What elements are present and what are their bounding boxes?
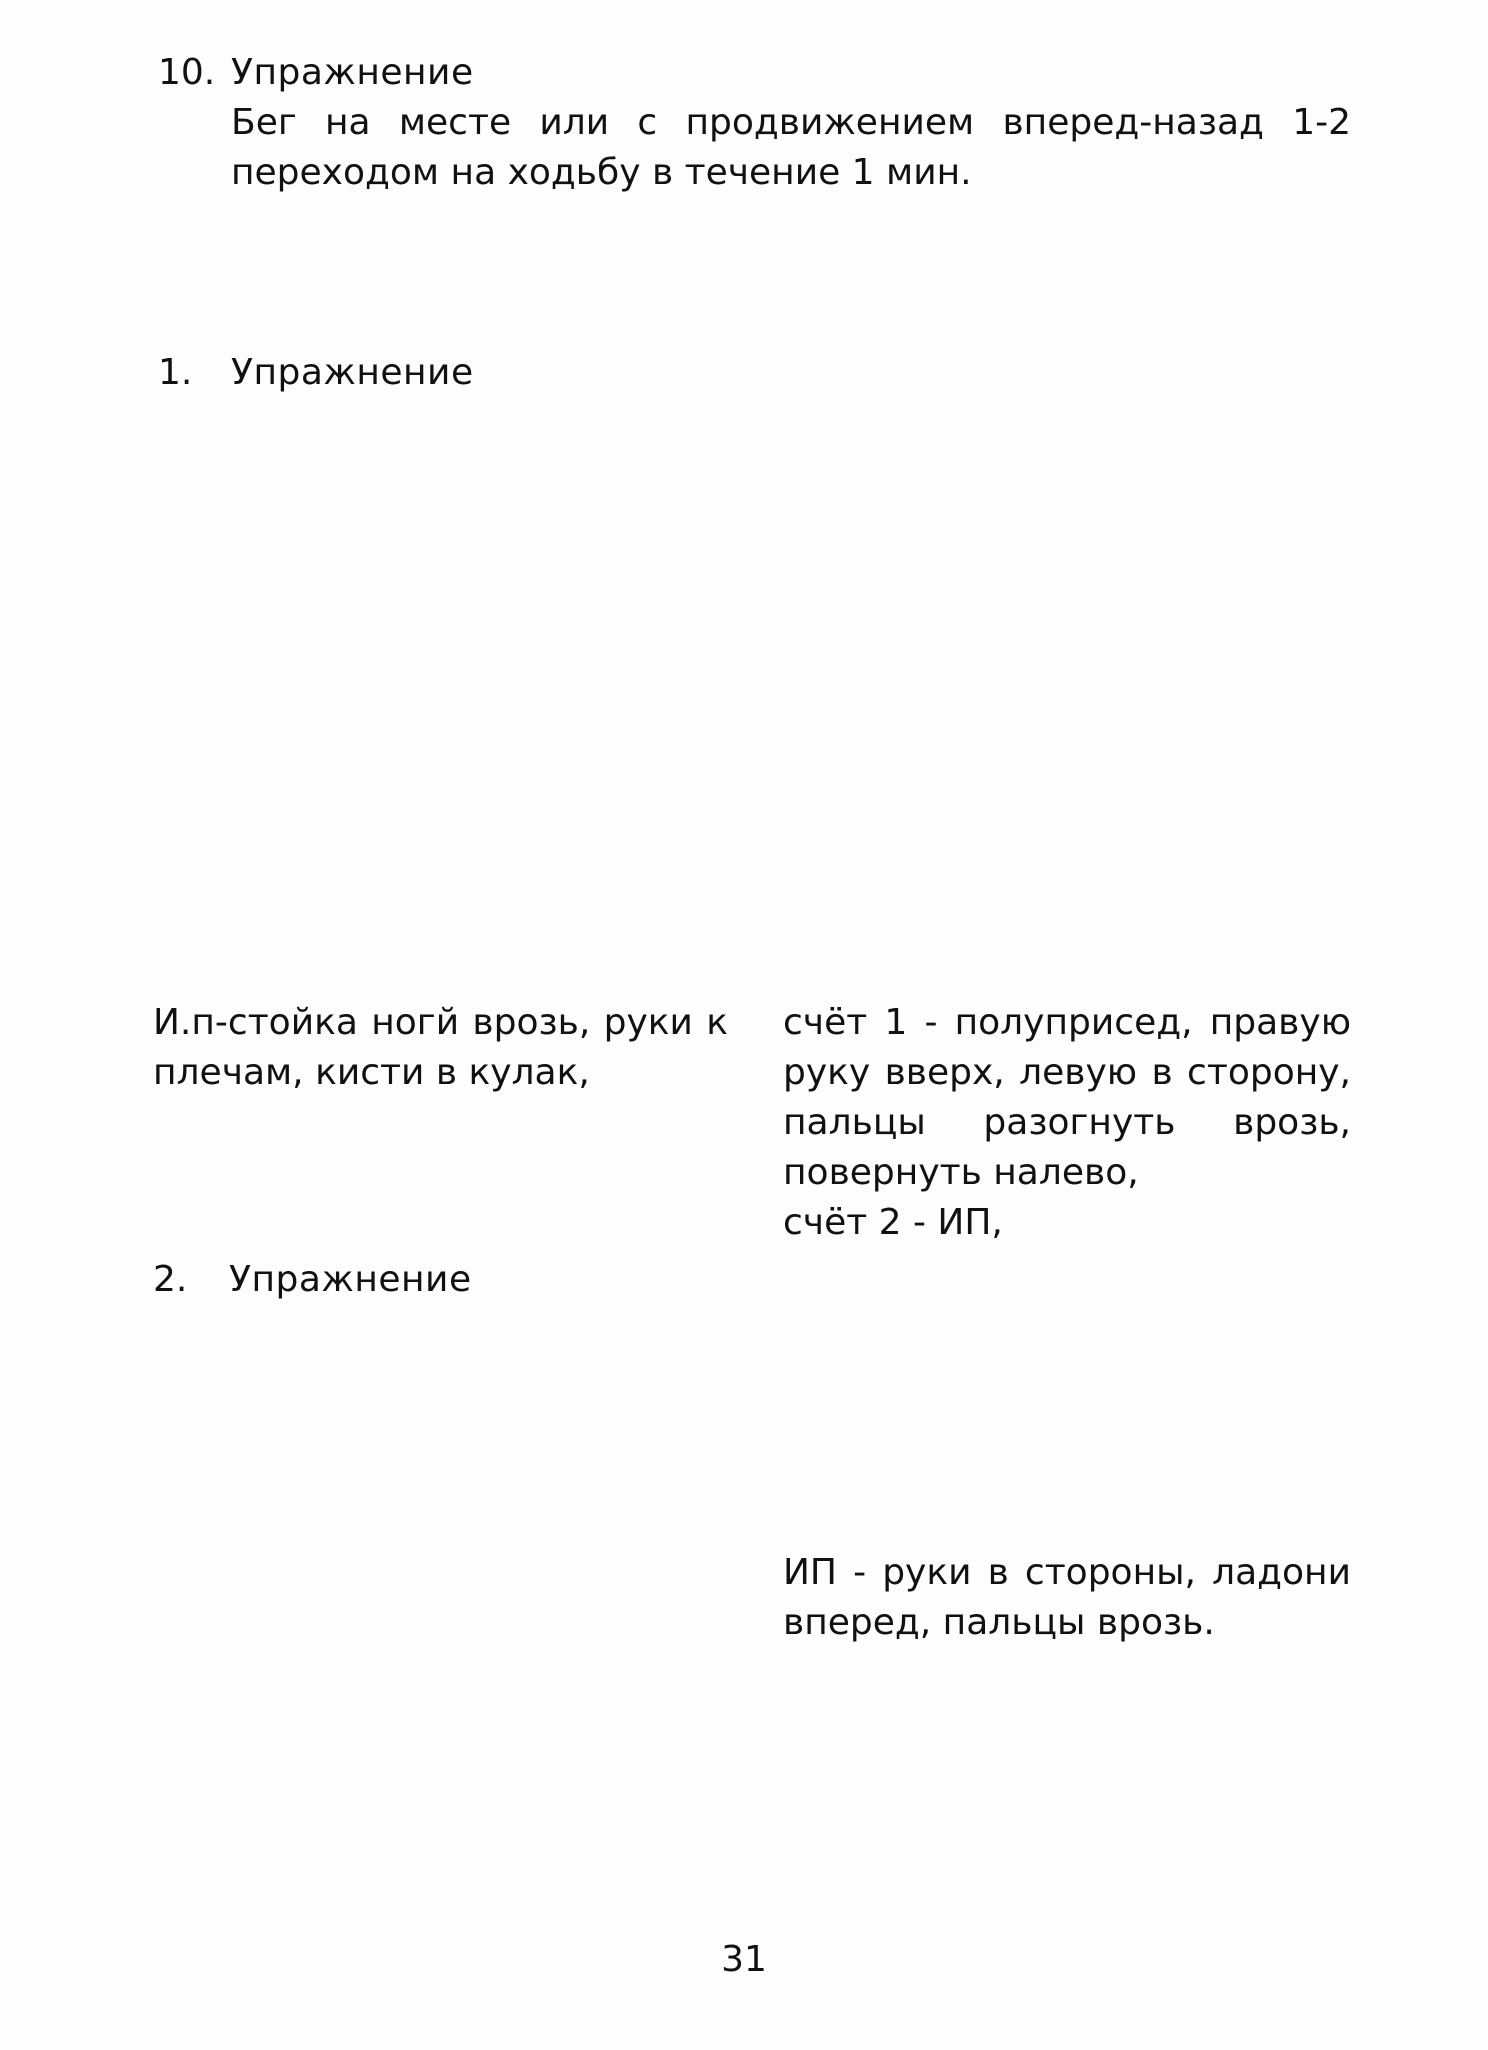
exercise-1-count-line-4: повернуть налево,: [783, 1152, 1139, 1193]
exercise-10-title: Упражнение: [231, 52, 474, 93]
exercise-10-number: 10.: [158, 52, 216, 93]
exercise-1-start-line-2: плечам, кисти в кулак,: [153, 1052, 590, 1093]
exercise-1-number: 1.: [158, 352, 193, 393]
exercise-1-count-line-5: счёт 2 - ИП,: [783, 1202, 1003, 1243]
exercise-2-start-line-1: ИП - руки в стороны, ладони: [783, 1552, 1351, 1593]
exercise-1-count: [783, 998, 1351, 1248]
exercise-1-count-line-3: пальцы разогнуть врозь,: [783, 1102, 1351, 1143]
exercise-1-start-position: [153, 998, 728, 1098]
exercise-1-title: Упражнение: [231, 352, 474, 393]
exercise-10-line-1: Бег на месте или с продвижением вперед-назад 1-2: [231, 102, 1351, 143]
exercise-2-number: 2.: [153, 1259, 188, 1300]
exercise-1-count-line-1: счёт 1 - полуприсед, правую: [783, 1002, 1351, 1043]
exercise-1-count-line-2: руку вверх, левую в сторону,: [783, 1052, 1351, 1093]
exercise-10-line-2: переходом на ходьбу в течение 1 мин.: [231, 152, 972, 193]
page-number: 31: [721, 1939, 767, 1980]
exercise-10-description: [231, 98, 1351, 198]
exercise-1-start-line-1: И.п-стойка ногй врозь, руки к: [153, 1002, 728, 1043]
exercise-2-start-line-2: вперед, пальцы врозь.: [783, 1602, 1215, 1643]
exercise-2-start-position: [783, 1548, 1351, 1648]
exercise-2-title: Упражнение: [229, 1259, 472, 1300]
